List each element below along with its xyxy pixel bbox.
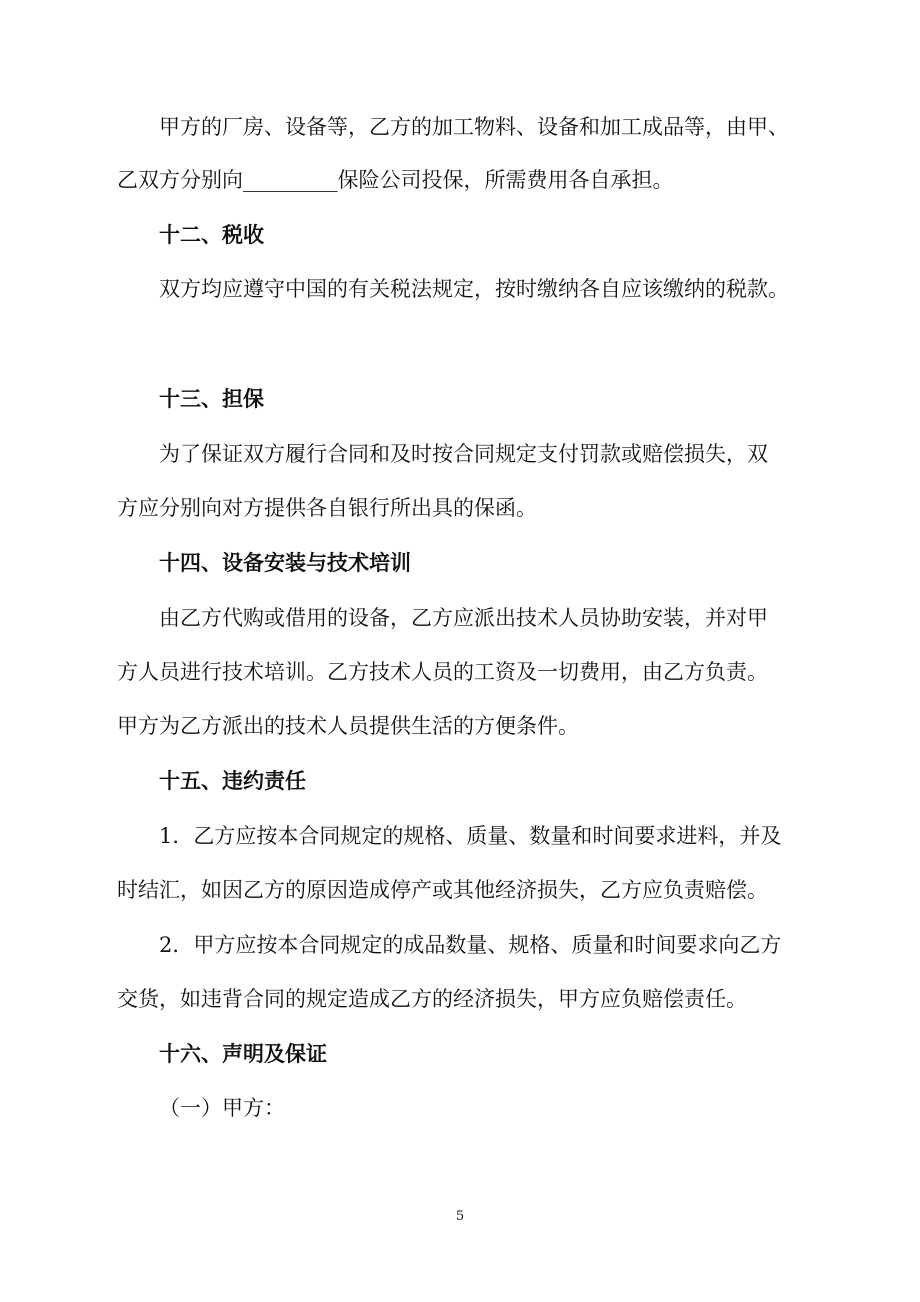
section-15-heading: 十五、违约责任: [159, 768, 306, 793]
section-16-heading: 十六、声明及保证: [159, 1041, 327, 1066]
clause-15-item-2-line-2: 交货，如违背合同的规定造成乙方的经济损失，甲方应负赔偿责任。: [117, 987, 747, 1011]
section-13-heading: 十三、担保: [159, 386, 264, 411]
clause-16-subheading-party-a: （一）甲方：: [159, 1096, 285, 1120]
clause-12-paragraph: 双方均应遵守中国的有关税法规定，按时缴纳各自应该缴纳的税款。: [159, 277, 789, 301]
clause-13-paragraph-line-2: 方应分别向对方提供各自银行所出具的保函。: [117, 496, 537, 520]
section-14-heading: 十四、设备安装与技术培训: [159, 550, 411, 575]
clause-15-item-1-line-1: 1．乙方应按本合同规定的规格、质量、数量和时间要求进料，并及: [159, 824, 782, 848]
clause-11-paragraph-line-2: 乙双方分别向_________保险公司投保，所需费用各自承担。: [117, 168, 674, 192]
clause-14-paragraph-line-2: 方人员进行技术培训。乙方技术人员的工资及一切费用，由乙方负责。: [117, 660, 768, 684]
clause-15-item-2-line-1: 2．甲方应按本合同规定的成品数量、规格、质量和时间要求向乙方: [159, 933, 782, 957]
section-12-heading: 十二、税收: [159, 222, 264, 247]
clause-14-paragraph-line-3: 甲方为乙方派出的技术人员提供生活的方便条件。: [117, 714, 579, 738]
clause-15-item-1-line-2: 时结汇，如因乙方的原因造成停产或其他经济损失，乙方应负责赔偿。: [117, 878, 768, 902]
page-number: 5: [455, 1209, 465, 1224]
clause-14-paragraph-line-1: 由乙方代购或借用的设备，乙方应派出技术人员协助安装，并对甲: [159, 606, 768, 630]
clause-13-paragraph-line-1: 为了保证双方履行合同和及时按合同规定支付罚款或赔偿损失，双: [159, 442, 768, 466]
clause-11-paragraph-line-1: 甲方的厂房、设备等，乙方的加工物料、设备和加工成品等，由甲、: [159, 115, 789, 139]
